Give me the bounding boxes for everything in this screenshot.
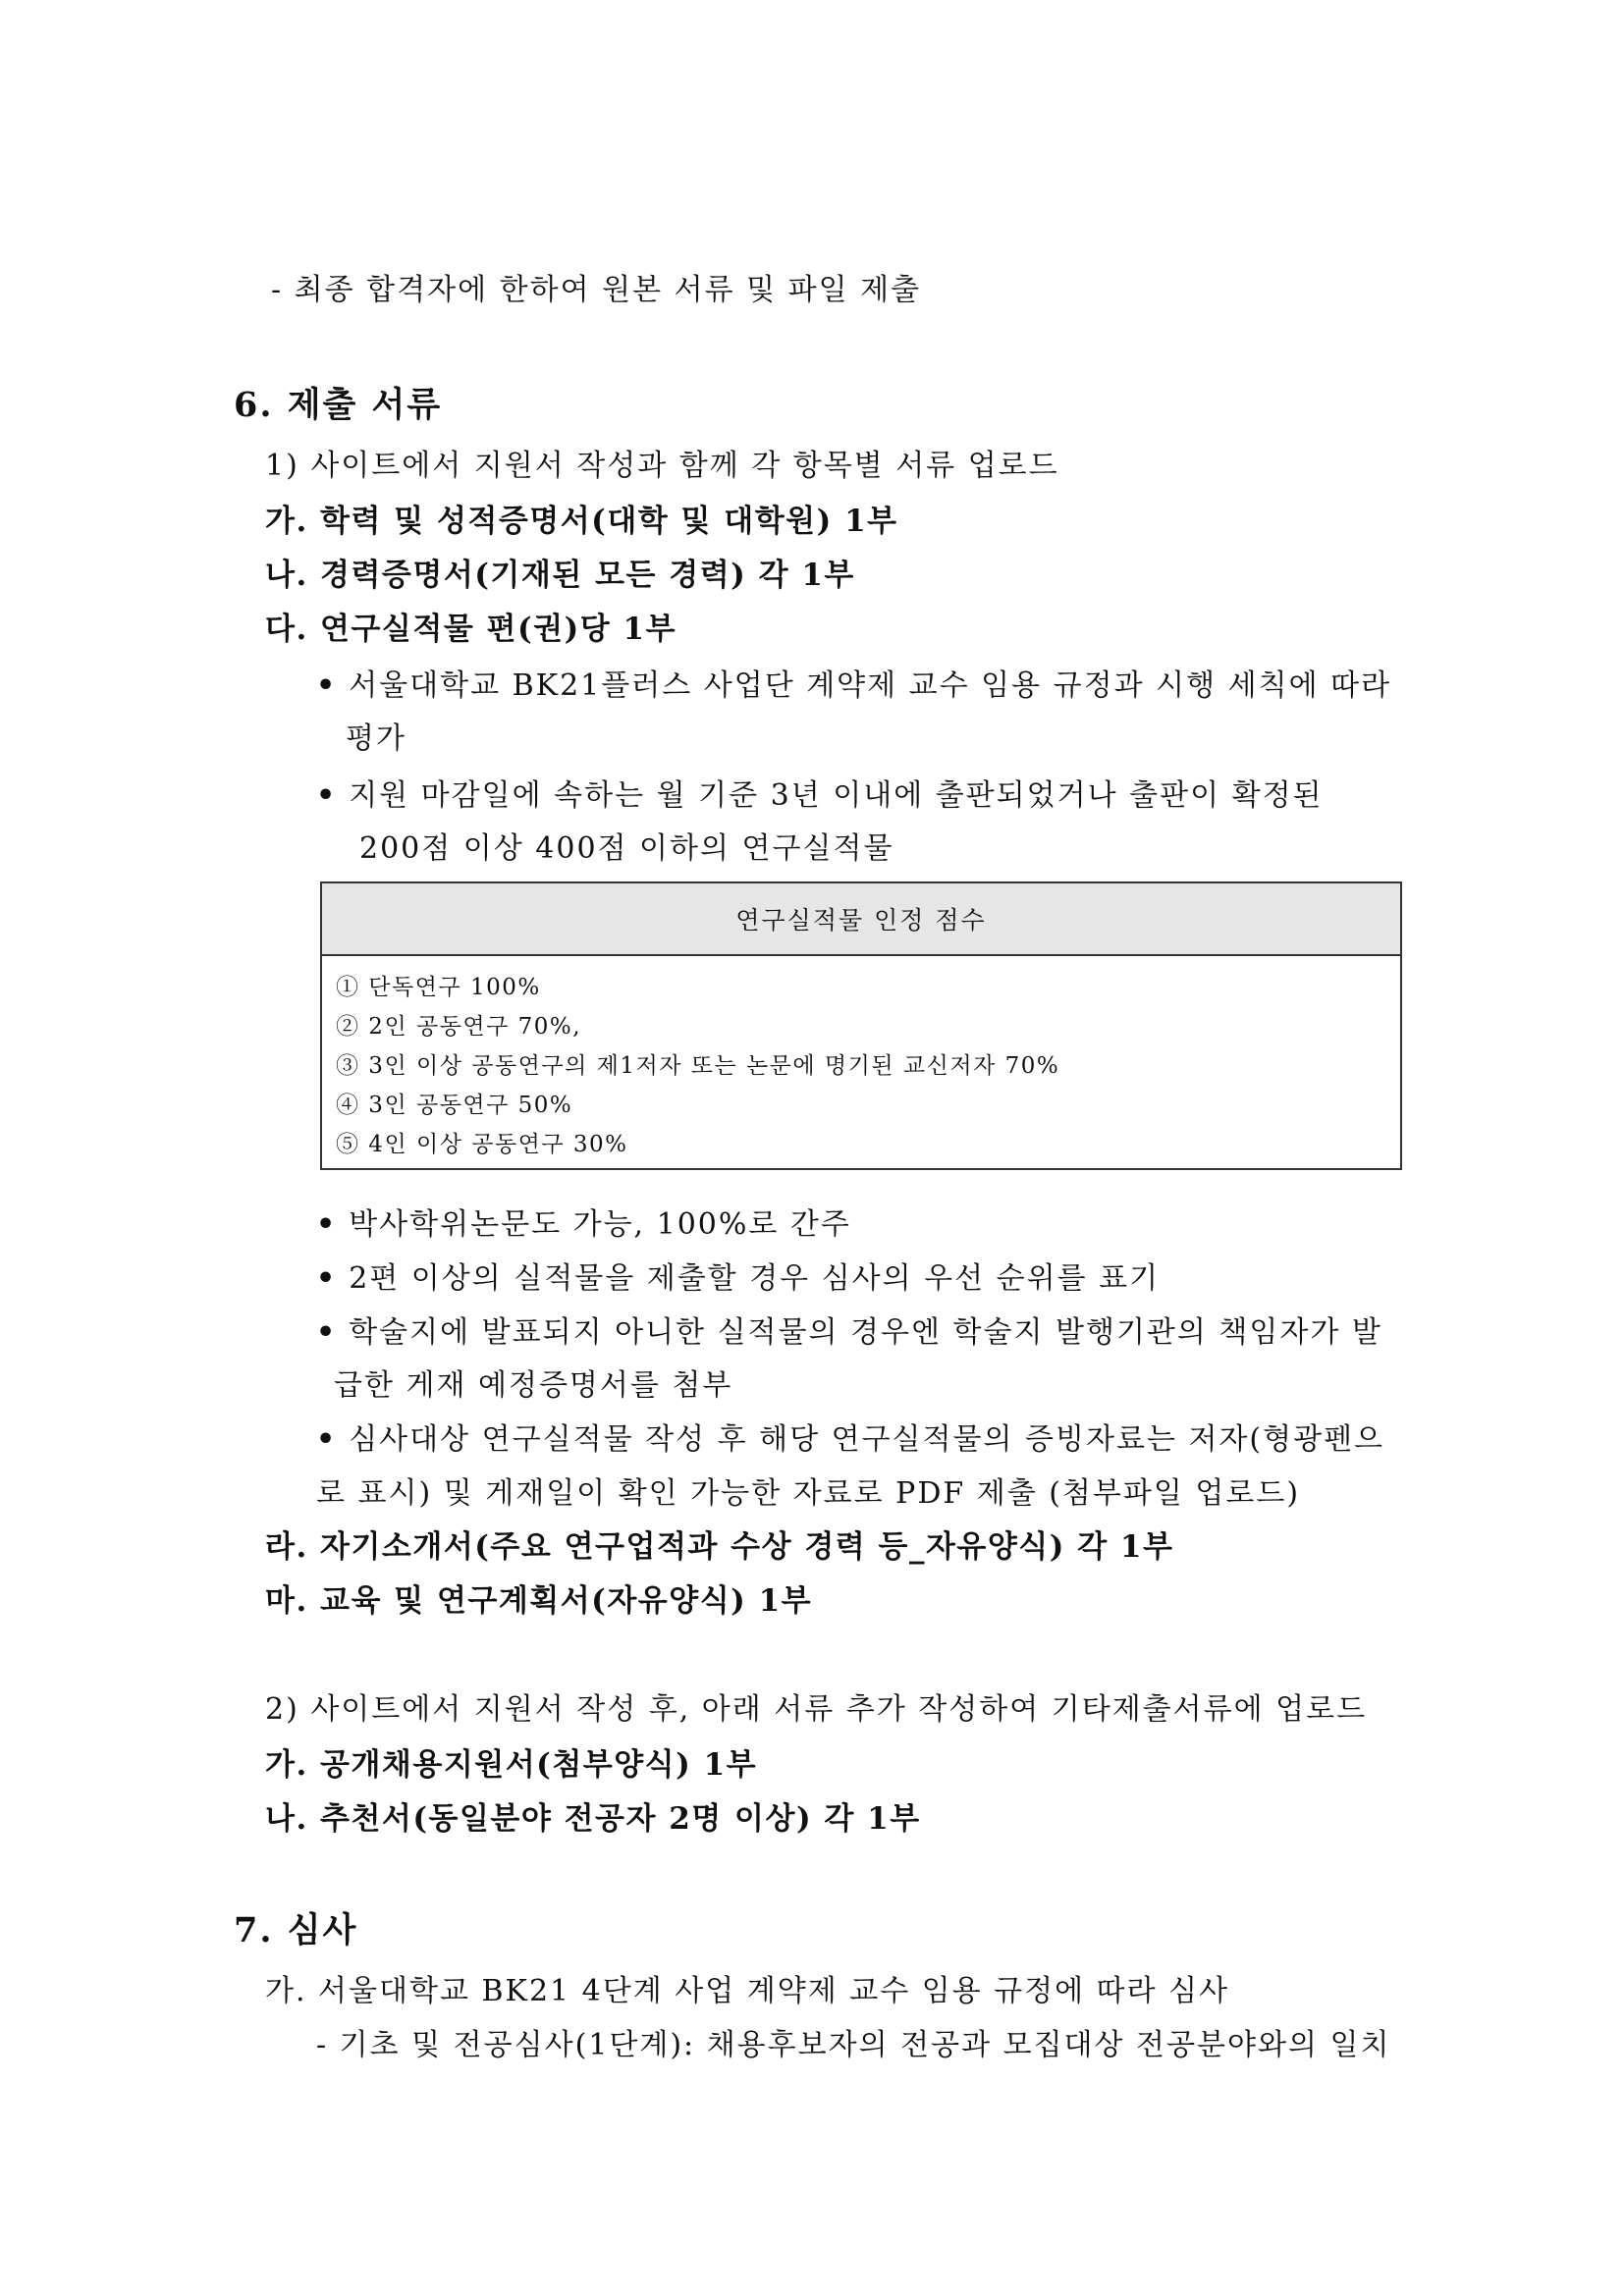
section-7-title: 7. 심사 <box>234 1910 358 1950</box>
research-bullet-evaluation-cont: 평가 <box>346 721 406 756</box>
research-bullet-thesis: • 박사학위논문도 가능, 100%로 간주 <box>316 1200 851 1243</box>
research-bullet-evidence-cont: 로 표시) 및 게재일이 확인 가능한 자료로 PDF 제출 (첨부파일 업로드) <box>316 1476 1301 1511</box>
score-table-item: ③ 3인 이상 공동연구의 제1저자 또는 논문에 명기된 교신저자 70% <box>336 1053 1060 1079</box>
section-6-title: 6. 제출 서류 <box>234 385 443 425</box>
document-item-ga: 가. 학력 및 성적증명서(대학 및 대학원) 1부 <box>265 504 898 539</box>
document-item-da: 다. 연구실적물 편(권)당 1부 <box>265 612 677 647</box>
research-bullet-priority: • 2편 이상의 실적물을 제출할 경우 심사의 우선 순위를 표기 <box>316 1254 1160 1297</box>
document-item-na: 나. 경력증명서(기재된 모든 경력) 각 1부 <box>265 558 855 593</box>
section-6-subsection-1: 1) 사이트에서 지원서 작성과 함께 각 항목별 서류 업로드 <box>265 449 1059 483</box>
score-table-item: ② 2인 공동연구 70%, <box>336 1014 582 1040</box>
research-bullet-evidence: • 심사대상 연구실적물 작성 후 해당 연구실적물의 증빙자료는 저자(형광펜으 <box>316 1415 1384 1458</box>
section-6-subsection-2: 2) 사이트에서 지원서 작성 후, 아래 서류 추가 작성하여 기타제출서류에 업로드 <box>265 1692 1368 1727</box>
section-7-item-ga: 가. 서울대학교 BK21 4단계 사업 계약제 교수 임용 규정에 따라 심사 <box>265 1974 1230 2008</box>
research-bullet-period-cont: 200점 이상 400점 이하의 연구실적물 <box>359 831 894 866</box>
score-table-item: ① 단독연구 100% <box>336 975 541 1000</box>
research-bullet-unpublished-cont: 급한 게재 예정증명서를 첨부 <box>334 1368 733 1403</box>
score-table-body <box>322 956 1400 1176</box>
score-table-item: ⑤ 4인 이상 공동연구 30% <box>336 1132 628 1157</box>
additional-item-ga: 가. 공개채용지원서(첨부양식) 1부 <box>265 1747 758 1783</box>
document-item-ma: 마. 교육 및 연구계획서(자유양식) 1부 <box>265 1583 813 1619</box>
score-table <box>320 881 1402 1170</box>
research-bullet-unpublished: • 학술지에 발표되지 아니한 실적물의 경우엔 학술지 발행기관의 책임자가 발 <box>316 1308 1382 1351</box>
document-item-ra: 라. 자기소개서(주요 연구업적과 수상 경력 등_자유양식) 각 1부 <box>265 1529 1174 1565</box>
section-7-subitem: - 기초 및 전공심사(1단계): 채용후보자의 전공과 모집대상 전공분야와의 일치 <box>316 2028 1391 2062</box>
score-table-item: ④ 3인 공동연구 50% <box>336 1093 573 1118</box>
top-note: - 최종 합격자에 한하여 원본 서류 및 파일 제출 <box>271 273 922 307</box>
score-table-header: 연구실적물 인정 점수 <box>322 883 1400 956</box>
additional-item-na: 나. 추천서(동일분야 전공자 2명 이상) 각 1부 <box>265 1801 921 1837</box>
research-bullet-period: • 지원 마감일에 속하는 월 기준 3년 이내에 출판되었거나 출판이 확정된 <box>316 771 1324 814</box>
research-bullet-evaluation: • 서울대학교 BK21플러스 사업단 계약제 교수 임용 규정과 시행 세칙에 따라 <box>316 661 1391 704</box>
